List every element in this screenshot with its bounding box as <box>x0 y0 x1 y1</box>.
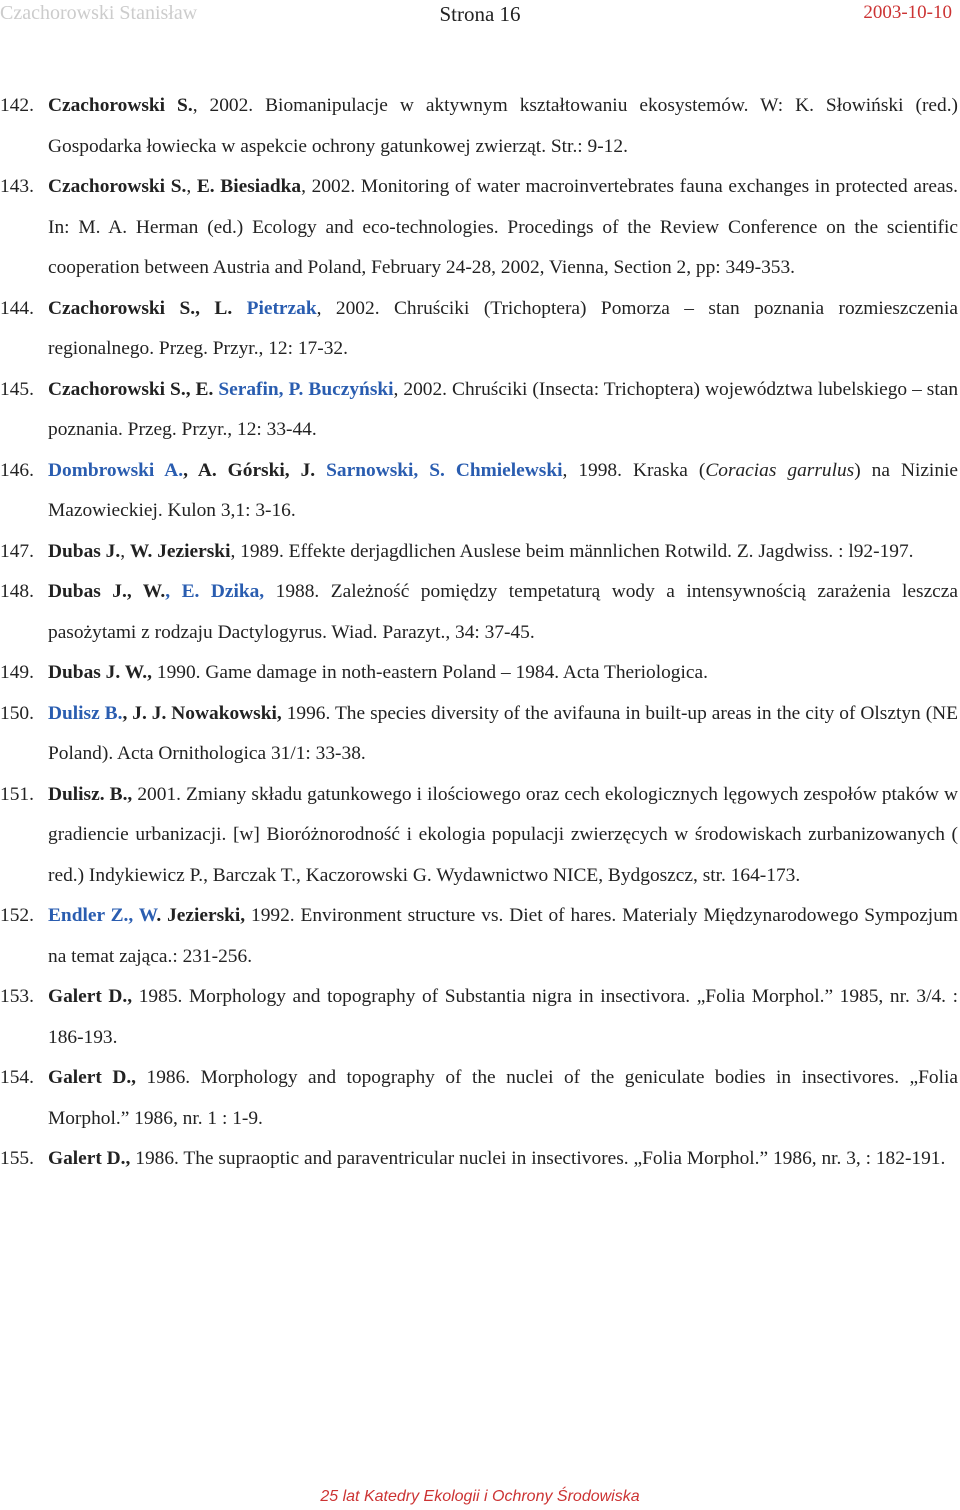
page-header <box>0 2 960 28</box>
reference-number: 144. <box>0 297 34 319</box>
header-author: Czachorowski Stanisław <box>0 2 198 24</box>
reference-text: , 2002. Monitoring of water macroinvertebrates fauna exchanges in protected areas. In: M. A. Herman (ed.) Ecology and eco-technologies. Procedings of the Review Conference on the scientific cooperation between Austria and Poland, February 24-28, 2002, Vienna, Section 2, pp: 349-353. <box>48 176 959 278</box>
page-footer: 25 lat Katedry Ekologii i Ochrony Środowiska <box>320 1488 640 1505</box>
reference-text: ) na Nizinie Mazowieckiej. Kulon 3,1: 3-16. <box>48 459 959 521</box>
reference-author: Dulisz B. <box>48 702 123 724</box>
reference-author: Galert D. <box>48 1067 132 1088</box>
reference-author: , E. <box>185 378 219 400</box>
reference-text: 1990. Game damage in noth-eastern Poland – 1984. Acta Theriologica. <box>152 662 708 683</box>
reference-author: Dombrowski A. <box>48 459 184 481</box>
reference-text: 1992. Environment structure vs. Diet of hares. Materialy Międzynarodowego Sympozjum na temat zająca.: 231-256. <box>48 905 958 967</box>
reference-author: , <box>147 662 153 683</box>
reference-author: , A. Górski, J. <box>183 459 327 481</box>
reference-text: 1986. Morphology and topography of the nuclei of the geniculate bodies in insectivores. „Folia Morphol.” 1986, nr. 1 : 1-9. <box>48 1067 958 1129</box>
reference-author: Galert D. <box>48 986 128 1007</box>
reference-text: 1986. The supraoptic and paraventricular nuclei in insectivores. „Folia Morphol.” 1986, nr. 3, : 182-191. <box>130 1148 946 1169</box>
reference-author: Czachorowski S. <box>48 95 193 116</box>
reference-number: 155. <box>0 1148 34 1169</box>
reference-text: , <box>186 176 197 197</box>
reference-author: , J. J. Nowakowski, <box>122 702 282 724</box>
reference-number: 146. <box>0 459 34 481</box>
reference-author: Galert D. <box>48 1148 126 1169</box>
reference-author: , <box>127 986 133 1007</box>
reference-entry <box>0 370 960 451</box>
reference-number: 142. <box>0 95 34 116</box>
reference-author: . Jezierski, <box>156 905 246 926</box>
reference-author: Buczyński <box>308 378 394 400</box>
reference-author: , <box>125 1148 131 1169</box>
reference-entry <box>0 1139 960 1180</box>
reference-entry <box>0 289 960 370</box>
reference-italic-text: Coracias garrulus <box>705 459 855 481</box>
reference-entry <box>0 167 960 289</box>
reference-number: 153. <box>0 986 34 1007</box>
reference-entry <box>0 775 960 897</box>
reference-list <box>0 86 960 1180</box>
reference-number: 148. <box>0 581 34 602</box>
reference-author: Czachorowski S. <box>48 176 187 197</box>
reference-author: Dubas J. <box>48 540 121 562</box>
reference-entry <box>0 694 960 775</box>
header-page-number: Strona 16 <box>439 2 521 26</box>
reference-author: Pietrzak <box>246 297 317 319</box>
reference-text: , 2002. Biomanipulacje w aktywnym kształtowaniu ekosystemów. W: K. Słowiński (red.) Gospodarka łowiecka w aspekcie ochrony gatunkowej zwierząt. Str.: 9-12. <box>48 95 959 157</box>
reference-entry <box>0 451 960 532</box>
reference-author: Dubas J. <box>48 581 127 602</box>
reference-text: , 2002. Chruściki (Insecta: Trichoptera) województwa lubelskiego – stan poznania. Przeg. Przyr., 12: 33-44. <box>48 378 959 440</box>
reference-number: 143. <box>0 176 34 197</box>
reference-author: Chmielewski <box>455 459 563 481</box>
reference-number: 145. <box>0 378 34 400</box>
reference-text: , <box>120 540 130 562</box>
reference-author: E. Biesiadka <box>196 176 302 197</box>
reference-author: , L. <box>195 297 247 319</box>
reference-author: Sarnowski, S. <box>326 459 456 481</box>
reference-author: , W <box>128 905 157 926</box>
reference-author: , <box>127 783 133 805</box>
reference-entry <box>0 86 960 167</box>
reference-entry <box>0 896 960 977</box>
reference-number: 149. <box>0 662 34 683</box>
reference-number: 152. <box>0 905 34 926</box>
reference-entry <box>0 1058 960 1139</box>
reference-number: 150. <box>0 702 34 724</box>
header-date: 2003-10-10 <box>863 2 952 23</box>
reference-author: Dubas J. W. <box>48 662 148 683</box>
reference-text: 2001. Zmiany składu gatunkowego i ilościowego oraz cech ekologicznych lęgowych zespołów ptaków w gradiencie urbanizacji. [w] Bioróżnorodność i ekologia populacji zwierzęcych w środowiskach zurbanizowanych ( red.) Indykiewicz P., Barczak T., Kaczorowski G. Wydawnictwo NICE, Bydgoszcz, str. 164-173. <box>48 783 958 886</box>
reference-number: 147. <box>0 540 34 562</box>
reference-entry <box>0 653 960 694</box>
reference-text: , 1998. Kraska ( <box>562 459 706 481</box>
reference-author: , <box>131 1067 137 1088</box>
reference-author: , E. Dzika, <box>165 581 265 602</box>
reference-text: 1996. The species diversity of the avifauna in built-up areas in the city of Olsztyn (NE Poland). Acta Ornithologica 31/1: 33-38. <box>48 702 959 764</box>
reference-text: 1988. Zależność pomiędzy tempetaturą wody a intensywnością zarażenia leszcza pasożytami z rodzaju Dactylogyrus. Wiad. Parazyt., 34: 37-45. <box>48 581 958 643</box>
reference-author: W. Jezierski <box>129 540 231 562</box>
reference-entry <box>0 977 960 1058</box>
reference-author: Dulisz. B. <box>48 783 128 805</box>
reference-number: 151. <box>0 783 34 805</box>
reference-author: Czachorowski S. <box>48 378 186 400</box>
reference-author: Czachorowski S. <box>48 297 196 319</box>
reference-text: , 1989. Effekte derjagdlichen Auslese beim männlichen Rotwild. Z. Jagdwiss. : l92-197. <box>230 540 914 562</box>
reference-author: Endler Z. <box>48 905 129 926</box>
reference-entry <box>0 532 960 573</box>
reference-text: 1985. Morphology and topography of Substantia nigra in insectivora. „Folia Morphol.” 1985, nr. 3/4. : 186-193. <box>48 986 958 1048</box>
reference-number: 154. <box>0 1067 34 1088</box>
reference-entry <box>0 572 960 653</box>
reference-author: Serafin, P. <box>218 378 309 400</box>
reference-text: , 2002. Chruściki (Trichoptera) Pomorza – stan poznania rozmieszczenia regionalnego. Przeg. Przyr., 12: 17-32. <box>48 297 958 359</box>
reference-author: , W. <box>126 581 166 602</box>
